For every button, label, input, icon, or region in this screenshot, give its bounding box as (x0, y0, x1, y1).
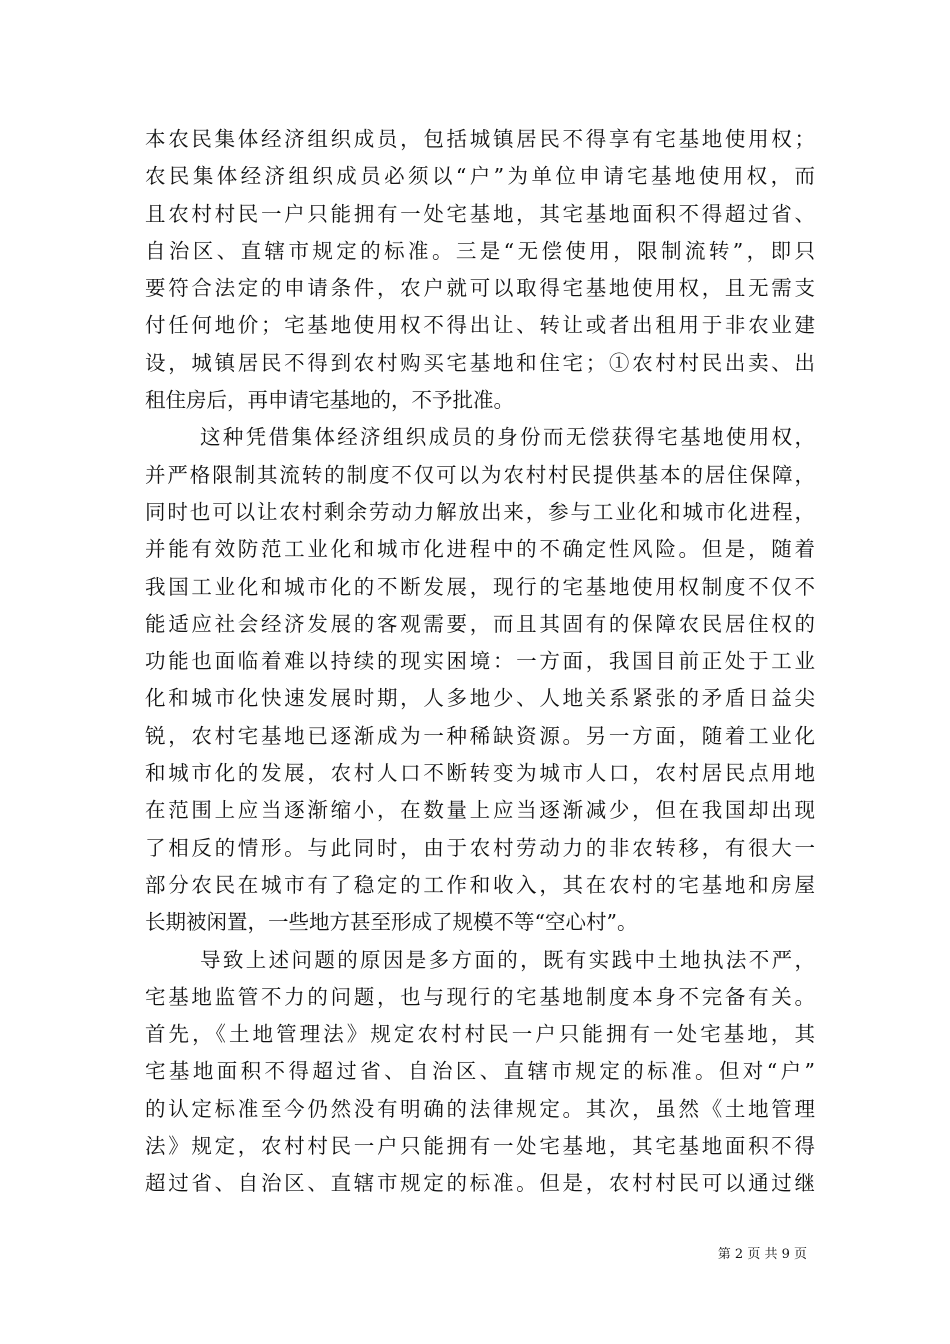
text-line: 要符合法定的申请条件，农户就可以取得宅基地使用权，且无需支 (145, 276, 815, 301)
text-line: 锐，农村宅基地已逐渐成为一种稀缺资源。另一方面，随着工业化 (145, 723, 815, 748)
text-line: 法》规定，农村村民一户只能拥有一处宅基地，其宅基地面积不得 (145, 1134, 815, 1159)
text-line: 并能有效防范工业化和城市化进程中的不确定性风险。但是，随着 (145, 537, 815, 562)
text-line: 自治区、直辖市规定的标准。三是“无偿使用，限制流转”，即只 (145, 238, 815, 263)
text-line: 功能也面临着难以持续的现实困境：一方面，我国目前正处于工业 (145, 649, 815, 674)
text-line: 我国工业化和城市化的不断发展，现行的宅基地使用权制度不仅不 (145, 574, 815, 599)
body-text (145, 121, 815, 1203)
text-line: 租住房后，再申请宅基地的，不予批准。 (145, 388, 514, 413)
text-line: 宅基地监管不力的问题，也与现行的宅基地制度本身不完备有关。 (145, 984, 815, 1009)
text-line: 本农民集体经济组织成员，包括城镇居民不得享有宅基地使用权； (145, 127, 815, 151)
text-line: 的认定标准至今仍然没有明确的法律规定。其次，虽然《土地管理 (145, 1096, 815, 1121)
text-line: 农民集体经济组织成员必须以“户”为单位申请宅基地使用权，而 (145, 164, 815, 189)
text-line: 设，城镇居民不得到农村购买宅基地和住宅；①农村村民出卖、出 (145, 350, 815, 375)
text-line: 和城市化的发展，农村人口不断转变为城市人口，农村居民点用地 (145, 761, 815, 786)
text-line: 超过省、自治区、直辖市规定的标准。但是，农村村民可以通过继 (145, 1171, 815, 1196)
text-line: 首先，《土地管理法》规定农村村民一户只能拥有一处宅基地，其 (145, 1022, 815, 1047)
text-line: 化和城市化快速发展时期，人多地少、人地关系紧张的矛盾日益尖 (145, 686, 815, 711)
text-line: 在范围上应当逐渐缩小，在数量上应当逐渐减少，但在我国却出现 (145, 798, 815, 823)
text-line: 并严格限制其流转的制度不仅可以为农村村民提供基本的居住保障， (145, 462, 815, 487)
text-line: 长期被闲置，一些地方甚至形成了规模不等“空心村”。 (145, 910, 638, 935)
text-line: 同时也可以让农村剩余劳动力解放出来，参与工业化和城市化进程， (145, 499, 815, 524)
text-line: 导致上述问题的原因是多方面的，既有实践中土地执法不严， (200, 947, 815, 972)
text-line: 了相反的情形。与此同时，由于农村劳动力的非农转移，有很大一 (145, 835, 815, 860)
page-number: 第 2 页 共 9 页 (717, 1247, 807, 1262)
text-line: 宅基地面积不得超过省、自治区、直辖市规定的标准。但对“户” (145, 1059, 815, 1084)
text-line: 且农村村民一户只能拥有一处宅基地，其宅基地面积不得超过省、 (145, 201, 815, 226)
text-line: 付任何地价；宅基地使用权不得出让、转让或者出租用于非农业建 (145, 313, 815, 338)
text-line: 部分农民在城市有了稳定的工作和收入，其在农村的宅基地和房屋 (145, 872, 815, 897)
text-line: 这种凭借集体经济组织成员的身份而无偿获得宅基地使用权， (200, 425, 815, 450)
text-line: 能适应社会经济发展的客观需要，而且其固有的保障农民居住权的 (145, 611, 815, 636)
